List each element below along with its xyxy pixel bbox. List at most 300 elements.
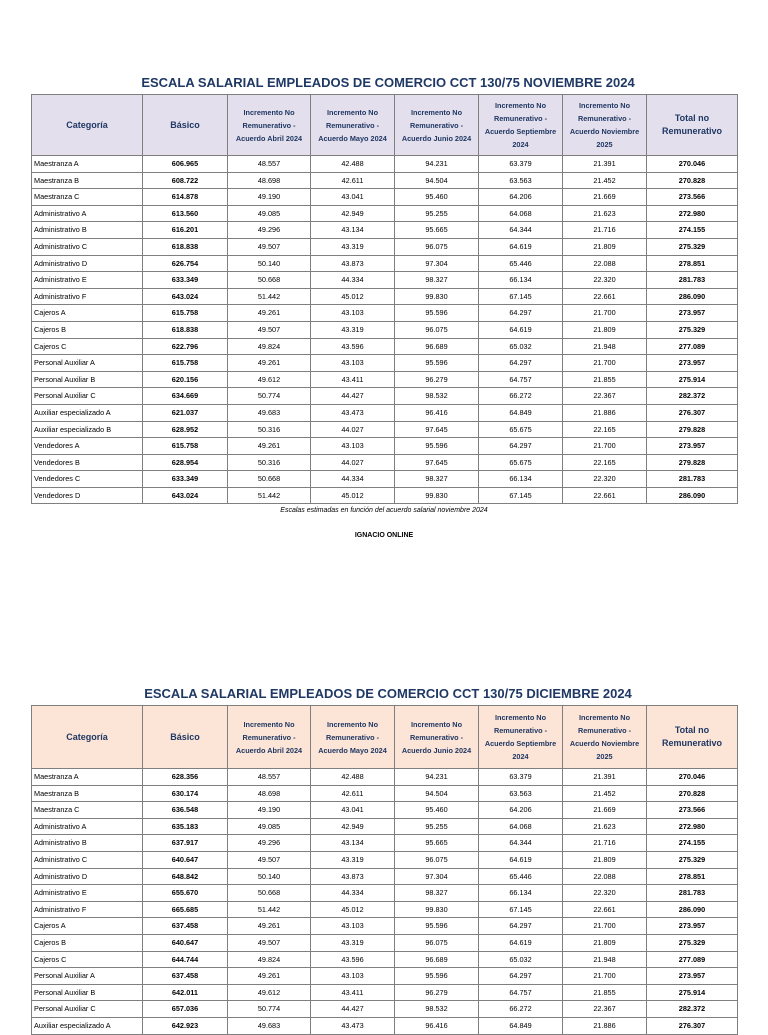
table-row [32, 1001, 738, 1018]
cell-mayo: 43.319 [311, 321, 395, 338]
cell-septiembre: 64.849 [479, 404, 563, 421]
cell-septiembre: 64.297 [479, 918, 563, 935]
cell-noviembre: 21.716 [563, 835, 647, 852]
cell-noviembre: 21.700 [563, 438, 647, 455]
cell-junio: 98.327 [395, 272, 479, 289]
cell-abril: 49.296 [228, 222, 311, 239]
cell-total: 273.957 [647, 305, 738, 322]
header-categoria: Categoría [32, 95, 143, 156]
cell-basico: 665.685 [143, 901, 228, 918]
cell-categoria: Administrativo D [32, 868, 143, 885]
cell-septiembre: 67.145 [479, 288, 563, 305]
cell-noviembre: 21.669 [563, 802, 647, 819]
cell-total: 281.783 [647, 471, 738, 488]
cell-septiembre: 64.068 [479, 205, 563, 222]
cell-categoria: Administrativo B [32, 222, 143, 239]
cell-mayo: 43.473 [311, 1017, 395, 1034]
cell-abril: 50.774 [228, 388, 311, 405]
cell-abril: 49.261 [228, 305, 311, 322]
cell-basico: 628.356 [143, 769, 228, 786]
cell-septiembre: 65.675 [479, 421, 563, 438]
cell-categoria: Administrativo C [32, 238, 143, 255]
cell-septiembre: 64.206 [479, 802, 563, 819]
table-row [32, 371, 738, 388]
table-row [32, 901, 738, 918]
cell-mayo: 43.411 [311, 371, 395, 388]
cell-septiembre: 64.068 [479, 818, 563, 835]
cell-categoria: Personal Auxiliar C [32, 388, 143, 405]
cell-mayo: 43.319 [311, 238, 395, 255]
cell-mayo: 43.103 [311, 305, 395, 322]
table-row [32, 785, 738, 802]
salary-scale-november [31, 72, 737, 539]
cell-basico: 606.965 [143, 156, 228, 173]
salary-table-november [31, 94, 738, 504]
header-basico: Básico [143, 706, 228, 769]
cell-categoria: Personal Auxiliar A [32, 355, 143, 372]
cell-mayo: 43.411 [311, 984, 395, 1001]
cell-categoria: Cajeros B [32, 934, 143, 951]
cell-noviembre: 22.320 [563, 471, 647, 488]
cell-septiembre: 64.619 [479, 851, 563, 868]
cell-categoria: Maestranza C [32, 189, 143, 206]
cell-junio: 95.596 [395, 305, 479, 322]
table-row [32, 222, 738, 239]
cell-noviembre: 21.809 [563, 934, 647, 951]
cell-abril: 51.442 [228, 901, 311, 918]
cell-total: 278.851 [647, 255, 738, 272]
cell-total: 275.914 [647, 984, 738, 1001]
cell-abril: 49.296 [228, 835, 311, 852]
cell-total: 277.089 [647, 951, 738, 968]
cell-junio: 95.596 [395, 968, 479, 985]
cell-total: 273.957 [647, 968, 738, 985]
table-title-december: ESCALA SALARIAL EMPLEADOS DE COMERCIO CCT 130/75 DICIEMBRE 2024 [144, 686, 632, 701]
cell-total: 279.828 [647, 454, 738, 471]
cell-septiembre: 64.849 [479, 1017, 563, 1034]
cell-basico: 637.458 [143, 968, 228, 985]
cell-mayo: 44.334 [311, 471, 395, 488]
cell-categoria: Maestranza A [32, 156, 143, 173]
cell-abril: 49.824 [228, 338, 311, 355]
cell-abril: 49.261 [228, 918, 311, 935]
table-body-december [32, 769, 738, 1035]
cell-abril: 50.774 [228, 1001, 311, 1018]
header-basico: Básico [143, 95, 228, 156]
cell-basico: 635.183 [143, 818, 228, 835]
cell-junio: 99.830 [395, 288, 479, 305]
cell-mayo: 44.334 [311, 885, 395, 902]
table-row [32, 321, 738, 338]
cell-basico: 616.201 [143, 222, 228, 239]
cell-septiembre: 64.619 [479, 321, 563, 338]
cell-mayo: 45.012 [311, 901, 395, 918]
cell-abril: 48.698 [228, 785, 311, 802]
table-title-november: ESCALA SALARIAL EMPLEADOS DE COMERCIO CCT 130/75 NOVIEMBRE 2024 [141, 75, 635, 90]
cell-abril: 50.140 [228, 255, 311, 272]
cell-noviembre: 22.088 [563, 868, 647, 885]
cell-noviembre: 21.855 [563, 984, 647, 1001]
cell-total: 279.828 [647, 421, 738, 438]
cell-noviembre: 21.886 [563, 404, 647, 421]
cell-junio: 96.279 [395, 371, 479, 388]
table-row [32, 769, 738, 786]
cell-noviembre: 21.623 [563, 818, 647, 835]
cell-categoria: Vendedores A [32, 438, 143, 455]
cell-basico: 643.024 [143, 487, 228, 504]
cell-mayo: 42.488 [311, 156, 395, 173]
cell-categoria: Auxiliar especializado A [32, 1017, 143, 1034]
cell-abril: 49.261 [228, 438, 311, 455]
cell-noviembre: 22.367 [563, 388, 647, 405]
table-body-november [32, 156, 738, 504]
cell-abril: 50.140 [228, 868, 311, 885]
cell-categoria: Maestranza B [32, 785, 143, 802]
cell-septiembre: 66.134 [479, 471, 563, 488]
cell-septiembre: 64.344 [479, 835, 563, 852]
table-row [32, 1017, 738, 1034]
table-row [32, 272, 738, 289]
salary-scale-december [31, 683, 737, 1035]
cell-total: 270.046 [647, 769, 738, 786]
cell-abril: 50.316 [228, 454, 311, 471]
table-row [32, 802, 738, 819]
cell-basico: 620.156 [143, 371, 228, 388]
cell-septiembre: 65.446 [479, 868, 563, 885]
cell-abril: 49.085 [228, 818, 311, 835]
header-septiembre: Incremento No Remunerativo - Acuerdo Septiembre 2024 [479, 706, 563, 769]
cell-junio: 95.665 [395, 835, 479, 852]
brand-label: IGNACIO ONLINE [354, 532, 414, 540]
cell-total: 275.329 [647, 321, 738, 338]
cell-noviembre: 21.809 [563, 321, 647, 338]
cell-noviembre: 22.320 [563, 272, 647, 289]
footnote: Escalas estimadas en función del acuerdo salarial noviembre 2024 [280, 507, 488, 515]
header-septiembre: Incremento No Remunerativo - Acuerdo Septiembre 2024 [479, 95, 563, 156]
table-row [32, 885, 738, 902]
cell-septiembre: 63.379 [479, 156, 563, 173]
cell-noviembre: 21.948 [563, 951, 647, 968]
cell-categoria: Cajeros A [32, 918, 143, 935]
cell-septiembre: 64.297 [479, 355, 563, 372]
cell-total: 286.090 [647, 487, 738, 504]
cell-categoria: Vendedores C [32, 471, 143, 488]
cell-mayo: 43.103 [311, 918, 395, 935]
cell-mayo: 43.596 [311, 338, 395, 355]
salary-table-december [31, 705, 738, 1035]
table-row [32, 818, 738, 835]
table-row [32, 918, 738, 935]
table-row [32, 934, 738, 951]
cell-mayo: 43.103 [311, 355, 395, 372]
cell-junio: 97.645 [395, 421, 479, 438]
header-mayo: Incremento No Remunerativo - Acuerdo Mayo 2024 [311, 706, 395, 769]
cell-basico: 634.669 [143, 388, 228, 405]
cell-septiembre: 66.134 [479, 885, 563, 902]
cell-total: 281.783 [647, 885, 738, 902]
cell-basico: 630.174 [143, 785, 228, 802]
cell-basico: 628.952 [143, 421, 228, 438]
cell-noviembre: 21.700 [563, 355, 647, 372]
cell-basico: 642.011 [143, 984, 228, 1001]
cell-basico: 657.036 [143, 1001, 228, 1018]
cell-abril: 48.557 [228, 156, 311, 173]
cell-septiembre: 66.134 [479, 272, 563, 289]
cell-total: 275.914 [647, 371, 738, 388]
cell-abril: 49.612 [228, 371, 311, 388]
cell-mayo: 44.427 [311, 388, 395, 405]
cell-categoria: Administrativo F [32, 288, 143, 305]
cell-mayo: 43.134 [311, 835, 395, 852]
cell-basico: 628.954 [143, 454, 228, 471]
cell-abril: 49.261 [228, 355, 311, 372]
table-row [32, 189, 738, 206]
cell-junio: 94.231 [395, 156, 479, 173]
cell-junio: 95.665 [395, 222, 479, 239]
cell-noviembre: 22.367 [563, 1001, 647, 1018]
cell-septiembre: 67.145 [479, 487, 563, 504]
cell-septiembre: 65.675 [479, 454, 563, 471]
table-row [32, 438, 738, 455]
cell-basico: 655.670 [143, 885, 228, 902]
cell-total: 274.155 [647, 835, 738, 852]
cell-septiembre: 64.297 [479, 305, 563, 322]
table-header-row [32, 706, 738, 769]
cell-noviembre: 21.391 [563, 156, 647, 173]
cell-abril: 49.261 [228, 968, 311, 985]
cell-basico: 621.037 [143, 404, 228, 421]
cell-mayo: 44.427 [311, 1001, 395, 1018]
cell-noviembre: 22.320 [563, 885, 647, 902]
cell-abril: 49.507 [228, 934, 311, 951]
cell-noviembre: 21.809 [563, 851, 647, 868]
cell-noviembre: 21.700 [563, 968, 647, 985]
cell-total: 272.980 [647, 818, 738, 835]
cell-mayo: 43.873 [311, 255, 395, 272]
cell-categoria: Personal Auxiliar B [32, 371, 143, 388]
cell-categoria: Cajeros B [32, 321, 143, 338]
cell-junio: 95.255 [395, 205, 479, 222]
cell-abril: 49.612 [228, 984, 311, 1001]
cell-junio: 98.327 [395, 885, 479, 902]
cell-septiembre: 65.032 [479, 338, 563, 355]
header-junio: Incremento No Remunerativo - Acuerdo Junio 2024 [395, 95, 479, 156]
cell-total: 273.957 [647, 918, 738, 935]
cell-mayo: 43.319 [311, 851, 395, 868]
cell-categoria: Administrativo B [32, 835, 143, 852]
cell-junio: 96.279 [395, 984, 479, 1001]
cell-junio: 95.460 [395, 189, 479, 206]
cell-categoria: Cajeros A [32, 305, 143, 322]
cell-basico: 615.758 [143, 355, 228, 372]
cell-mayo: 44.027 [311, 454, 395, 471]
cell-noviembre: 21.623 [563, 205, 647, 222]
cell-categoria: Auxiliar especializado A [32, 404, 143, 421]
cell-basico: 633.349 [143, 471, 228, 488]
cell-junio: 95.596 [395, 355, 479, 372]
cell-abril: 49.507 [228, 321, 311, 338]
cell-junio: 97.304 [395, 255, 479, 272]
header-junio: Incremento No Remunerativo - Acuerdo Junio 2024 [395, 706, 479, 769]
cell-total: 276.307 [647, 404, 738, 421]
cell-septiembre: 64.757 [479, 984, 563, 1001]
cell-total: 277.089 [647, 338, 738, 355]
cell-mayo: 43.103 [311, 438, 395, 455]
cell-mayo: 42.611 [311, 785, 395, 802]
table-row [32, 388, 738, 405]
cell-mayo: 42.611 [311, 172, 395, 189]
cell-categoria: Administrativo E [32, 272, 143, 289]
cell-junio: 95.596 [395, 438, 479, 455]
cell-noviembre: 22.165 [563, 421, 647, 438]
cell-abril: 51.442 [228, 487, 311, 504]
cell-basico: 640.647 [143, 851, 228, 868]
cell-abril: 50.668 [228, 885, 311, 902]
cell-noviembre: 21.452 [563, 785, 647, 802]
cell-junio: 94.231 [395, 769, 479, 786]
cell-categoria: Administrativo A [32, 818, 143, 835]
cell-junio: 96.416 [395, 1017, 479, 1034]
cell-septiembre: 64.297 [479, 968, 563, 985]
cell-total: 286.090 [647, 901, 738, 918]
cell-basico: 615.758 [143, 438, 228, 455]
cell-basico: 637.917 [143, 835, 228, 852]
cell-junio: 98.532 [395, 1001, 479, 1018]
cell-basico: 644.744 [143, 951, 228, 968]
cell-mayo: 42.949 [311, 818, 395, 835]
cell-noviembre: 22.088 [563, 255, 647, 272]
cell-total: 275.329 [647, 851, 738, 868]
cell-noviembre: 22.661 [563, 487, 647, 504]
cell-total: 273.566 [647, 802, 738, 819]
cell-noviembre: 21.391 [563, 769, 647, 786]
cell-junio: 95.460 [395, 802, 479, 819]
cell-categoria: Auxiliar especializado B [32, 421, 143, 438]
cell-abril: 48.698 [228, 172, 311, 189]
cell-mayo: 43.873 [311, 868, 395, 885]
cell-total: 282.372 [647, 1001, 738, 1018]
cell-septiembre: 64.344 [479, 222, 563, 239]
cell-abril: 49.683 [228, 1017, 311, 1034]
cell-mayo: 43.134 [311, 222, 395, 239]
cell-mayo: 43.041 [311, 189, 395, 206]
header-abril: Incremento No Remunerativo - Acuerdo Abril 2024 [228, 95, 311, 156]
cell-total: 272.980 [647, 205, 738, 222]
cell-noviembre: 21.948 [563, 338, 647, 355]
cell-abril: 48.557 [228, 769, 311, 786]
cell-septiembre: 67.145 [479, 901, 563, 918]
cell-categoria: Vendedores B [32, 454, 143, 471]
cell-basico: 618.838 [143, 238, 228, 255]
cell-basico: 615.758 [143, 305, 228, 322]
cell-categoria: Personal Auxiliar C [32, 1001, 143, 1018]
cell-abril: 49.507 [228, 851, 311, 868]
cell-noviembre: 21.452 [563, 172, 647, 189]
cell-septiembre: 65.446 [479, 255, 563, 272]
table-row [32, 238, 738, 255]
cell-categoria: Maestranza C [32, 802, 143, 819]
cell-noviembre: 21.669 [563, 189, 647, 206]
cell-abril: 49.683 [228, 404, 311, 421]
cell-mayo: 43.103 [311, 968, 395, 985]
cell-junio: 96.689 [395, 338, 479, 355]
cell-basico: 626.754 [143, 255, 228, 272]
table-row [32, 951, 738, 968]
cell-junio: 99.830 [395, 901, 479, 918]
cell-mayo: 45.012 [311, 288, 395, 305]
cell-categoria: Administrativo E [32, 885, 143, 902]
cell-mayo: 44.334 [311, 272, 395, 289]
cell-basico: 614.878 [143, 189, 228, 206]
cell-total: 270.828 [647, 172, 738, 189]
cell-basico: 633.349 [143, 272, 228, 289]
cell-abril: 49.190 [228, 189, 311, 206]
cell-junio: 97.645 [395, 454, 479, 471]
header-total: Total no Remunerativo [647, 706, 738, 769]
cell-junio: 96.075 [395, 851, 479, 868]
header-noviembre: Incremento No Remunerativo - Acuerdo Noviembre 2025 [563, 95, 647, 156]
cell-total: 276.307 [647, 1017, 738, 1034]
cell-junio: 96.689 [395, 951, 479, 968]
cell-junio: 96.075 [395, 934, 479, 951]
cell-total: 275.329 [647, 238, 738, 255]
table-row [32, 835, 738, 852]
table-row [32, 205, 738, 222]
cell-septiembre: 64.297 [479, 438, 563, 455]
cell-abril: 49.085 [228, 205, 311, 222]
cell-junio: 96.075 [395, 321, 479, 338]
cell-abril: 50.316 [228, 421, 311, 438]
cell-basico: 642.923 [143, 1017, 228, 1034]
cell-junio: 95.255 [395, 818, 479, 835]
cell-mayo: 44.027 [311, 421, 395, 438]
cell-junio: 96.416 [395, 404, 479, 421]
table-row [32, 305, 738, 322]
cell-junio: 98.532 [395, 388, 479, 405]
table-row [32, 421, 738, 438]
cell-basico: 640.647 [143, 934, 228, 951]
table-row [32, 868, 738, 885]
cell-categoria: Cajeros C [32, 338, 143, 355]
header-total: Total no Remunerativo [647, 95, 738, 156]
cell-total: 282.372 [647, 388, 738, 405]
cell-junio: 97.304 [395, 868, 479, 885]
cell-mayo: 43.041 [311, 802, 395, 819]
cell-total: 274.155 [647, 222, 738, 239]
cell-categoria: Administrativo C [32, 851, 143, 868]
table-row [32, 404, 738, 421]
cell-categoria: Administrativo D [32, 255, 143, 272]
cell-junio: 94.504 [395, 785, 479, 802]
cell-junio: 94.504 [395, 172, 479, 189]
cell-basico: 636.548 [143, 802, 228, 819]
cell-noviembre: 22.661 [563, 901, 647, 918]
cell-abril: 50.668 [228, 272, 311, 289]
cell-mayo: 42.488 [311, 769, 395, 786]
cell-categoria: Administrativo A [32, 205, 143, 222]
cell-noviembre: 22.661 [563, 288, 647, 305]
header-categoria: Categoría [32, 706, 143, 769]
cell-total: 270.828 [647, 785, 738, 802]
cell-basico: 648.842 [143, 868, 228, 885]
table-row [32, 172, 738, 189]
cell-septiembre: 63.563 [479, 172, 563, 189]
cell-total: 273.566 [647, 189, 738, 206]
cell-abril: 49.507 [228, 238, 311, 255]
cell-noviembre: 21.700 [563, 918, 647, 935]
cell-basico: 618.838 [143, 321, 228, 338]
header-mayo: Incremento No Remunerativo - Acuerdo Mayo 2024 [311, 95, 395, 156]
